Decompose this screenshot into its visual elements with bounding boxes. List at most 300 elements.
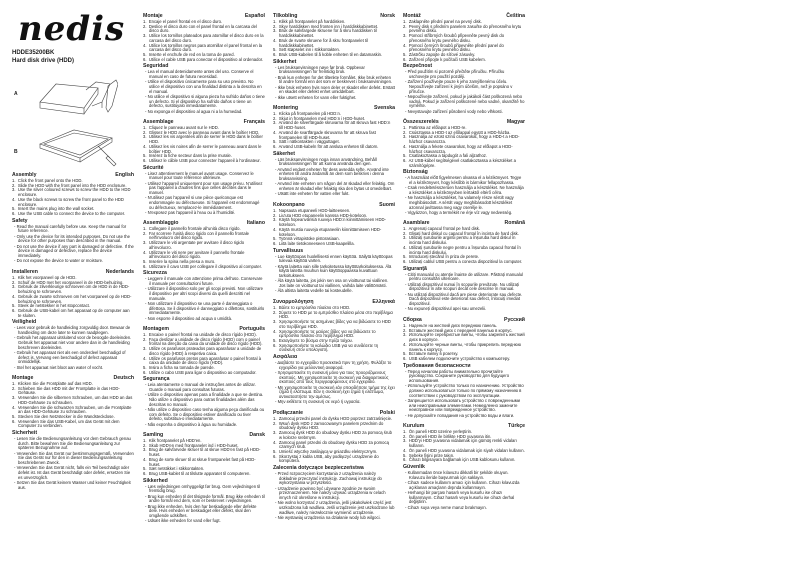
step-text: Наденьте на жесткий диск переднюю панель. xyxy=(408,323,498,328)
step-text: Click the front panel onto the HDD. xyxy=(17,178,83,183)
step-text: Använd de svartfärgade skruvarna för att skruva fast frontpanelen till HDD-huset. xyxy=(278,129,376,140)
language-label: Svenska xyxy=(373,105,395,111)
safety-heading: Bezpečnost xyxy=(403,63,433,70)
step-text: Liu'uta HDD etupaneelin kanssa HDD-koteloon. xyxy=(278,212,368,218)
step-number: 5. xyxy=(143,51,149,57)
bullet: - xyxy=(145,518,148,524)
safety-text: Lees voor gebruik de handleiding zorgvuldig door. Bewaar de handleiding om deze later te kunnen raadplegen. xyxy=(16,325,131,336)
safety-heading: Biztonság xyxy=(403,169,428,176)
step-number: 5. xyxy=(403,153,409,159)
step-number: 5. xyxy=(143,364,149,370)
step-number: 3. xyxy=(12,187,18,193)
step-text: Utilizzare le viti argentate per avvitare il disco rigido all'involucro. xyxy=(148,240,245,250)
step-number: 5. xyxy=(273,236,279,242)
safety-item xyxy=(273,371,395,385)
step-text: Brug USB-kablet til at tilslutte apparatet til computeren. xyxy=(148,470,251,476)
figure-a-hdd-enclosure-illustration xyxy=(36,72,118,128)
step-text: Klicka på frontpanelen på HDD:n. xyxy=(278,111,341,116)
bullet: - xyxy=(405,489,408,495)
step-text: Umieść wtyczkę zasilającą w gniazdku elektrycznym. xyxy=(278,448,378,454)
step-number: 2. xyxy=(12,182,18,188)
step-number: 1. xyxy=(403,226,409,231)
bullet: - xyxy=(405,504,408,510)
safety-item xyxy=(143,519,265,524)
language-section xyxy=(403,119,525,216)
bullet: - xyxy=(145,483,148,489)
assembly-heading: Сборка xyxy=(403,317,422,323)
step-text: Inserte el enchufe de red en la toma de pared. xyxy=(148,51,235,57)
step-number: 2. xyxy=(403,433,409,439)
bullet: - xyxy=(275,399,278,405)
bullet: - xyxy=(275,515,278,521)
assembly-step xyxy=(12,212,134,217)
safety-item xyxy=(403,95,525,109)
language-label: Čeština xyxy=(506,13,525,19)
safety-text: Stel het apparaat niet bloot aan water of vocht. xyxy=(16,364,104,370)
language-section xyxy=(273,202,395,295)
bullet: - xyxy=(14,480,17,486)
language-section xyxy=(403,220,525,313)
step-text: Inserire la spina nella presa a muro. xyxy=(148,258,216,264)
safety-text: Cihazı sadece kullanım amacı için kullanın. Cihazı kılavuzda açıklanan amaçların dışında kullanmayın. xyxy=(407,479,520,490)
bullet: - xyxy=(405,108,408,114)
assembly-heading: Assemblage xyxy=(143,119,174,125)
safety-text: Χρησιμοποιείτε τη συσκευή μόνο για τους προοριζόμενους σκοπούς. Μη χρησιμοποιείτε τη συσκευή για διαφορετικούς σκοπούς από τους περιγραφόμενους στο εγχειρίδιο. xyxy=(277,370,389,385)
step-text: Utilize os parafusos pretos para aparafusar o painel frontal à caixa da unidade de disco rígido (HDD). xyxy=(148,355,262,366)
safety-item xyxy=(273,158,395,167)
safety-text: Leia atentamente o manual de instruções antes de utilizar. Guarde o manual para consultas futuras. xyxy=(147,382,256,393)
step-number: 4. xyxy=(12,196,18,202)
safety-text: Nie wystawiaj urządzenia na działanie wody lub wilgoci. xyxy=(277,515,381,521)
safety-item xyxy=(143,95,265,109)
step-number: 3. xyxy=(143,134,149,140)
step-text: Deslice el disco duro con el panel frontal en la carcasa del disco duro. xyxy=(148,23,257,34)
safety-item xyxy=(12,235,134,244)
safety-item xyxy=(273,487,395,501)
step-number: 3. xyxy=(273,120,279,126)
language-label: Italiano xyxy=(246,220,265,226)
step-number: 1. xyxy=(403,429,409,434)
bullet: - xyxy=(14,325,17,331)
step-number: 1. xyxy=(12,178,18,183)
bullet: - xyxy=(275,166,278,172)
step-text: Zástrčku zapojte do síťové zásuvky. xyxy=(408,51,476,57)
language-section xyxy=(12,375,134,491)
bullet: - xyxy=(145,180,148,186)
safety-text: Μην εκθέτετε τη συσκευή σε νερό ή υγρασία. xyxy=(277,399,361,405)
step-number: 5. xyxy=(403,351,409,357)
bullet: - xyxy=(275,181,278,187)
step-text: Use the USB cable to connect the device to the computer. xyxy=(17,210,126,216)
safety-text: Non esporre il dispositivo ad acqua o umidità. xyxy=(147,315,233,321)
safety-item xyxy=(403,273,525,282)
step-text: Utilizați cablul USB pentru a conecta dispozitivul la computer. xyxy=(408,258,523,264)
step-text: Angrenați capacul frontal pe hard disk. xyxy=(408,226,481,231)
safety-item xyxy=(143,80,265,94)
safety-text: Zařízení používejte pouze k jeho zamýšlenému účelu. Nepoužívejte zařízení k jiným účelům, než je popsáno v příručce. xyxy=(407,79,513,94)
step-number: 2. xyxy=(273,115,279,121)
assembly-step xyxy=(273,455,395,464)
safety-text: Les bruksanvisningen nøye før bruk. Oppbevar bruksanvisningen for fremtidig bruk. xyxy=(277,64,365,75)
step-text: Ön paneli HDD üzerine yerleştirin. xyxy=(408,429,473,434)
bullet: - xyxy=(14,364,17,370)
safety-text: Lea el manual detenidamente antes del uso. Conserve el manual en caso de futura necesidad. xyxy=(147,69,254,80)
step-text: Klik het voorpaneel op de HDD. xyxy=(17,275,77,280)
step-number: 1. xyxy=(273,305,279,310)
step-number: 5. xyxy=(143,466,149,472)
assembly-step xyxy=(273,242,395,247)
nedis-logo: nedis xyxy=(18,9,126,49)
bullet: - xyxy=(405,479,408,485)
safety-heading: Turvallisuus xyxy=(273,247,304,254)
step-text: Introduceți ștecărul în priza de perete. xyxy=(408,254,480,260)
safety-text: Kullanmadan önce kılavuzu dikkatli bir şekilde okuyun. Kılavuzu ileride başvurmak için saklayın. xyxy=(407,469,509,480)
language-section xyxy=(403,13,525,115)
step-number: 6. xyxy=(403,258,409,264)
step-number: 5. xyxy=(12,206,18,212)
step-number: 2. xyxy=(273,309,279,315)
step-text: Utilice los tornillos plateados para atornillar el disco duro en la carcasa del disco duro. xyxy=(148,33,264,43)
assembly-heading: Montagem xyxy=(143,326,169,332)
safety-text: Przed rozpoczęciem korzystania z urządzenia należy dokładnie przeczytać instrukcję. Zachowaj instrukcję do wykorzystania w przyszłości. xyxy=(277,471,382,486)
bullet: - xyxy=(14,335,17,341)
step-number: 2. xyxy=(273,23,279,29)
safety-item xyxy=(403,186,525,195)
bullet: - xyxy=(145,493,148,499)
step-text: Wsuń dysk HDD z zamocowanym panelem przednim do obudowy dysku HDD. xyxy=(278,420,384,431)
safety-item xyxy=(403,471,525,480)
language-label: Norsk xyxy=(380,13,395,19)
step-text: Bruk de sølvfargede skruene for å skru harddisken til harddiskkabinettet. xyxy=(278,28,377,39)
safety-text: Utilize o dispositivo apenas para a finalidade a que se destina. Não utilize o dispositivo para outras finalidades além das descritas no manual. xyxy=(147,392,264,407)
bullet: - xyxy=(405,291,408,297)
safety-item xyxy=(273,279,395,288)
step-number: 3. xyxy=(403,332,409,338)
safety-text: Nu expuneți dispozitivul apei sau umezelii. xyxy=(407,306,487,312)
assembly-heading: Kokoonpano xyxy=(273,202,305,208)
bullet: - xyxy=(145,421,148,427)
step-number: 3. xyxy=(143,33,149,39)
language-label: Deutsch xyxy=(113,375,134,381)
assembly-step xyxy=(143,159,265,164)
safety-item xyxy=(403,506,525,511)
bullet: - xyxy=(145,503,148,509)
assembly-heading: Kurulum xyxy=(403,423,425,429)
language-label: Suomi xyxy=(379,202,395,208)
assembly-heading: Asamblare xyxy=(403,220,430,226)
language-section xyxy=(143,220,265,322)
safety-text: Setzen Sie das Gerät keinem Wasser und keiner Feuchtigkeit aus. xyxy=(16,480,131,490)
step-text: Zamocuj panel przedni do obudowy dysku HDD za pomocą czarnych śrub. xyxy=(278,439,389,450)
figure-label-b: B xyxy=(14,149,18,155)
safety-item xyxy=(12,351,134,365)
safety-item xyxy=(12,481,134,490)
safety-text: Käytä laitetta vain sille tarkoitetussa käyttötarkoituksessa. Älä käytä laitetta muuhun kuin käyttöoppaassa kuvattuun tarkoitukseen. xyxy=(277,263,392,279)
step-number: 2. xyxy=(12,385,18,391)
step-text: Используйте черные винты, чтобы прикрепить переднюю панель к корпусу. xyxy=(408,341,521,352)
bullet: - xyxy=(405,306,408,312)
safety-text: Älä käytä laitetta, jos jokin sen osa on vioittunut tai viallinen. Jos laite on vioittunut tai viallinen, vaihda laite välittömästi. xyxy=(277,278,389,289)
safety-text: Verwenden Sie das Gerät nicht, falls ein Teil beschädigt oder defekt ist. Ist das Gerät beschädigt oder defekt, ersetzen Sie es unverzüglich. xyxy=(16,465,131,480)
safety-text: Brug ikke enheden, hvis den har beskadigede eller defekte dele. Hvis enheden er beskadiget eller defekt, skal den omgående udskiftes. xyxy=(147,503,257,519)
safety-heading: Seguridad xyxy=(143,63,169,70)
safety-text: Não utilize o dispositivo caso tenha alguma peça danificada ou com defeito. Se o dispositivo estiver danificado ou tiver defeito, substitua-o imediatamente. xyxy=(147,407,265,422)
safety-text: Před použitím si pozorně přečtěte příručku. Příručku uschovejte pro použití později. xyxy=(407,69,505,80)
assembly-heading: Összeszerelés xyxy=(403,119,439,125)
assembly-heading: Montaje xyxy=(143,13,163,19)
step-text: Använd USB-kabeln för att ansluta enheten till datorn. xyxy=(278,143,379,149)
language-section xyxy=(143,432,265,525)
safety-item xyxy=(143,211,265,216)
step-number: 3. xyxy=(12,395,18,401)
safety-item xyxy=(12,437,134,451)
safety-text: Brug kun enheden til det tilsigtede formål. Brug ikke enheden til andre formål end dem, som er beskrevet i vejledningen. xyxy=(147,493,265,504)
step-text: Insérez la fiche secteur dans la prise murale. xyxy=(148,153,232,159)
safety-item xyxy=(273,76,395,85)
step-text: Insert the mains plug into the wall socket. xyxy=(17,206,95,212)
safety-item xyxy=(12,366,134,371)
safety-item xyxy=(143,172,265,181)
step-number: 6. xyxy=(143,157,149,163)
step-text: Skub HDD'en med frontpanelet ind i HDD-huset. xyxy=(148,442,239,448)
step-text: Sett støpselet inn i stikkontakten. xyxy=(278,47,341,53)
step-text: Pomocí černých šroubů připevněte přední panel do přenosného krytu pevného disku. xyxy=(408,42,504,53)
assembly-heading: Montering xyxy=(273,105,299,111)
step-text: Utilize os parafusos prateados para aparafusar a unidade de disco rígido (HDD) à respetiva caixa. xyxy=(148,346,262,356)
step-text: Steek de netstekker in het stopcontact. xyxy=(17,303,90,309)
step-number: 1. xyxy=(273,208,279,213)
safety-item xyxy=(143,182,265,196)
safety-text: Udsæt ikke enheden for vand eller fugt. xyxy=(147,518,221,524)
step-text: Stecken Sie den Netzstecker in die Wandsteckdose. xyxy=(17,413,115,419)
step-text: Bruk USB-kabelen til å koble enheten til en datamaskin. xyxy=(278,51,383,57)
step-text: Utilize o cabo USB para ligar o dispositivo ao computador. xyxy=(148,369,257,375)
safety-heading: Sikkerhet xyxy=(273,58,297,65)
step-text: Faça deslizar a unidade de disco rígido (HDD) com o painel frontal na direção da caixa da unidade de disco rígido (HDD). xyxy=(148,336,263,347)
step-number: 2. xyxy=(273,212,279,218)
step-number: 4. xyxy=(143,42,149,48)
safety-text: Gebruik het apparaat uitsluitend voor de beoogde doeleinden. Gebruik het apparaat niet voor andere dan in de handleiding beschreven doeleinden. xyxy=(16,335,132,350)
language-label: Español xyxy=(244,13,265,19)
bullet: - xyxy=(275,64,278,70)
step-number: 1. xyxy=(273,19,279,24)
step-text: Schuif de HDD met het voorpaneel in de HDD-behuizing. xyxy=(17,279,124,285)
bullet: - xyxy=(145,94,148,100)
safety-heading: Säkerhet xyxy=(273,150,295,157)
safety-item xyxy=(12,326,134,335)
safety-item xyxy=(143,485,265,494)
bullet: - xyxy=(275,263,278,269)
step-text: Utilizați șuruburile argintii pentru a înșuruba hard diskul în incinta hard diskului. xyxy=(408,235,516,246)
step-number: 1. xyxy=(143,438,149,443)
language-label: Română xyxy=(504,220,525,226)
step-text: Вставьте вилку в розетку. xyxy=(408,351,459,357)
bullet: - xyxy=(405,368,408,374)
step-text: Klikk på frontpanelet på harddisken. xyxy=(278,19,346,24)
step-text: Cihazı bilgisayara bağlamak için USB kablosunu kullanın. xyxy=(408,457,516,463)
assembly-heading: Tilkobling xyxy=(273,13,298,19)
step-text: Insira a ficha na tomada de parede. xyxy=(148,364,215,370)
step-number: 5. xyxy=(273,139,279,145)
safety-text: Nu utilizați dispozitivul dacă are piese deteriorate sau defecte. Dacă dispozitivul este deteriorat sau defect, înlocuiți imediat dispozitivul. xyxy=(407,291,523,307)
step-number: 6. xyxy=(403,457,409,463)
safety-item xyxy=(273,182,395,191)
language-section xyxy=(403,423,525,511)
language-section xyxy=(12,172,134,265)
safety-text: Utilisez l'appareil uniquement pour son usage prévu. N'utilisez pas l'appareil à d'autres fins que celles décrites dans le manuel. xyxy=(147,180,263,196)
language-label: Dansk xyxy=(249,432,265,438)
bullet: - xyxy=(405,69,408,75)
model-number: HDDE35200BK xyxy=(12,50,55,56)
step-number: 4. xyxy=(403,447,409,453)
safety-item xyxy=(143,196,265,210)
assembly-step xyxy=(273,344,395,353)
safety-text: N'exposez pas l'appareil à l'eau ou à l'humidité. xyxy=(147,210,236,216)
assembly-step xyxy=(403,357,525,362)
step-number: 2. xyxy=(12,279,18,285)
safety-item xyxy=(143,287,265,301)
step-text: Utilice el cable USB para conectar el dispositivo al ordenador. xyxy=(148,56,264,62)
safety-text: Citiți manualul cu atenție înainte de utilizare. Păstrați manualul pentru consultări ulterioare. xyxy=(407,271,524,282)
step-number: 1. xyxy=(12,275,18,280)
safety-item xyxy=(403,293,525,307)
step-number: 3. xyxy=(403,438,409,444)
language-label: Français xyxy=(243,119,265,125)
safety-text: Ikke utsett enheten for vann eller fuktighet. xyxy=(277,94,357,100)
assembly-step xyxy=(143,371,265,376)
safety-text: Urządzenie powinno być używane zgodnie ze swoim przeznaczeniem. Nie należy używać urządzenia w celach innych niż określone w instrukcji. xyxy=(277,485,386,501)
step-number: 1. xyxy=(143,226,149,231)
safety-text: N'utilisez pas l'appareil si une pièce quelconque est endommagée ou défectueuse. Si l'appareil est endommagé ou défectueux, remplacez-le immédiatement. xyxy=(147,195,260,210)
step-text: Használja a fekete csavarokat, hogy az előlapot a HDD-házhoz csavarozza. xyxy=(408,143,513,154)
bullet: - xyxy=(405,185,408,191)
step-number: 6. xyxy=(403,355,409,361)
safety-heading: Sicurezza xyxy=(143,270,167,277)
bullet: - xyxy=(275,288,278,294)
step-text: Ön paneli HDD yuvasına vidalamak için siyah vidaları kullanın. xyxy=(408,447,525,453)
safety-item xyxy=(12,245,134,259)
step-number: 2. xyxy=(403,230,409,236)
assembly-step xyxy=(403,159,525,168)
step-number: 1. xyxy=(12,381,18,386)
step-number: 1. xyxy=(273,111,279,116)
step-number: 4. xyxy=(273,328,279,334)
safety-item xyxy=(12,225,134,234)
safety-text: Nevystavujte zařízení působení vody nebo vlhkosti. xyxy=(407,108,503,114)
bullet: - xyxy=(145,407,148,413)
step-text: Használja az ezüst színű csavarokat, hogy a HDD-t a HDD-házhoz csavarozza. xyxy=(408,134,520,145)
step-number: 6. xyxy=(273,453,279,459)
figure-b-enclosure-screwdriver-illustration xyxy=(36,128,120,170)
safety-text: Lisez attentivement le manuel avant usage. Conservez le manuel pour toute référence ultérieure. xyxy=(147,170,254,181)
safety-text: Vigyázzon, hogy a termékét ne érje víz vagy nedvesség. xyxy=(407,210,513,216)
step-number: 4. xyxy=(143,355,149,361)
step-text: Encaje el panel frontal en el disco duro. xyxy=(148,19,223,24)
safety-item xyxy=(143,423,265,428)
step-number: 4. xyxy=(12,293,18,299)
safety-text: Lesen Sie die Bedienungsanleitung vor dem Gebrauch genau durch. Bitte bewahren Sie die Bedienungsanleitung zur späteren Bezugnahme auf. xyxy=(16,436,131,451)
safety-text: No utilice el dispositivo si alguna pieza ha sufrido daños o tiene un defecto. Si el dispositivo ha sufrido daños o tiene un defecto, sustitúyalo inmediatamente. xyxy=(147,94,265,109)
assembly-step xyxy=(143,265,265,270)
step-number: 4. xyxy=(273,226,279,232)
safety-item xyxy=(403,481,525,490)
safety-text: Не допускайте попадания на устройство воды и влаги. xyxy=(407,412,515,418)
safety-item xyxy=(143,302,265,316)
safety-heading: Sécurité xyxy=(143,164,164,171)
step-text: Şebeke fişini prize takın. xyxy=(408,452,455,458)
bullet: - xyxy=(14,350,17,356)
safety-text: Leggere il manuale con attenzione prima dell'uso. Conservare il manuale per consultazioni future. xyxy=(147,276,263,287)
safety-item xyxy=(403,384,525,398)
language-label: Русский xyxy=(504,317,525,323)
step-number: 5. xyxy=(403,452,409,458)
step-number: 5. xyxy=(12,413,18,419)
step-text: Använd de silverfärgade skruvarna för att skruva fast HDD:n till HDD-huset. xyxy=(278,120,391,131)
bullet: - xyxy=(145,276,148,282)
step-text: Zaklapněte přední panel na pevný disk. xyxy=(408,19,482,24)
step-text: Gebruik de USB-kabel om het apparaat op de computer aan te sluiten. xyxy=(17,307,130,318)
step-number: 1. xyxy=(403,323,409,328)
step-number: 1. xyxy=(143,332,149,337)
step-text: Csúsztassa a HDD-t az előlappal együtt a HDD-házba. xyxy=(408,129,511,135)
step-text: Napsauta etupaneeli HDD-laitteeseen. xyxy=(278,208,351,213)
step-text: Verwenden Sie das USB-Kabel, um das Gerät mit dem Computer zu verbinden. xyxy=(17,418,120,429)
step-text: Collegare il pannello frontale all'unità disco rigido. xyxy=(148,226,241,231)
safety-item xyxy=(403,370,525,384)
language-label: Magyar xyxy=(506,119,525,125)
step-number: 4. xyxy=(273,37,279,43)
step-number: 2. xyxy=(403,327,409,333)
step-number: 2. xyxy=(403,23,409,29)
safety-text: Используйте устройство только по назначению. Устройство должно использоваться только по прямому назначению в соответствии с руководством по эксплуатации. xyxy=(407,383,524,398)
bullet: - xyxy=(145,315,148,321)
safety-item xyxy=(273,255,395,264)
step-number: 5. xyxy=(143,153,149,159)
step-number: 5. xyxy=(273,337,279,343)
safety-item xyxy=(403,80,525,94)
safety-item xyxy=(273,192,395,197)
safety-text: Utsätt inte enheten för vatten eller fukt. xyxy=(277,191,350,197)
step-text: Utilisez les vis noires afin de serrer le panneau avant dans le boîtier HDD. xyxy=(148,143,262,154)
safety-item xyxy=(403,307,525,312)
step-number: 2. xyxy=(143,23,149,29)
step-number: 6. xyxy=(143,263,149,269)
bullet: - xyxy=(405,271,408,277)
assembly-step xyxy=(12,420,134,429)
step-number: 6. xyxy=(143,56,149,62)
safety-heading: Segurança xyxy=(143,376,170,383)
step-text: Verwenden Sie die schwarzen Schrauben, um die Frontplatte an das HDD-Gehäuse zu schrauben. xyxy=(17,404,132,415)
step-number: 5. xyxy=(12,303,18,309)
bullet: - xyxy=(405,469,408,475)
step-text: Zamocuj przedni panel do dysku HDD poprzez zatrzaśnięcie. xyxy=(278,416,393,421)
safety-item xyxy=(403,283,525,292)
safety-item xyxy=(403,414,525,419)
safety-heading: Требования безопасности xyxy=(403,362,471,369)
step-text: Slide the HDD with the front panel into the HDD enclosure. xyxy=(17,182,127,188)
step-text: Χρησιμοποιήστε το καλώδιο USB για να συνδέσετε τη συσκευή στον υπολογιστή. xyxy=(278,342,379,353)
step-text: Pattintsa az előlapot a HDD-re. xyxy=(408,125,467,130)
bullet: - xyxy=(145,301,148,307)
safety-item xyxy=(12,259,134,264)
bullet: - xyxy=(145,79,148,85)
bullet: - xyxy=(275,191,278,197)
safety-item xyxy=(143,317,265,322)
step-text: Utilisez les vis argentées afin de serrer le HDD dans le boîtier HDD. xyxy=(148,134,263,145)
bullet: - xyxy=(275,74,278,80)
language-section xyxy=(273,105,395,198)
bullet: - xyxy=(405,195,408,201)
